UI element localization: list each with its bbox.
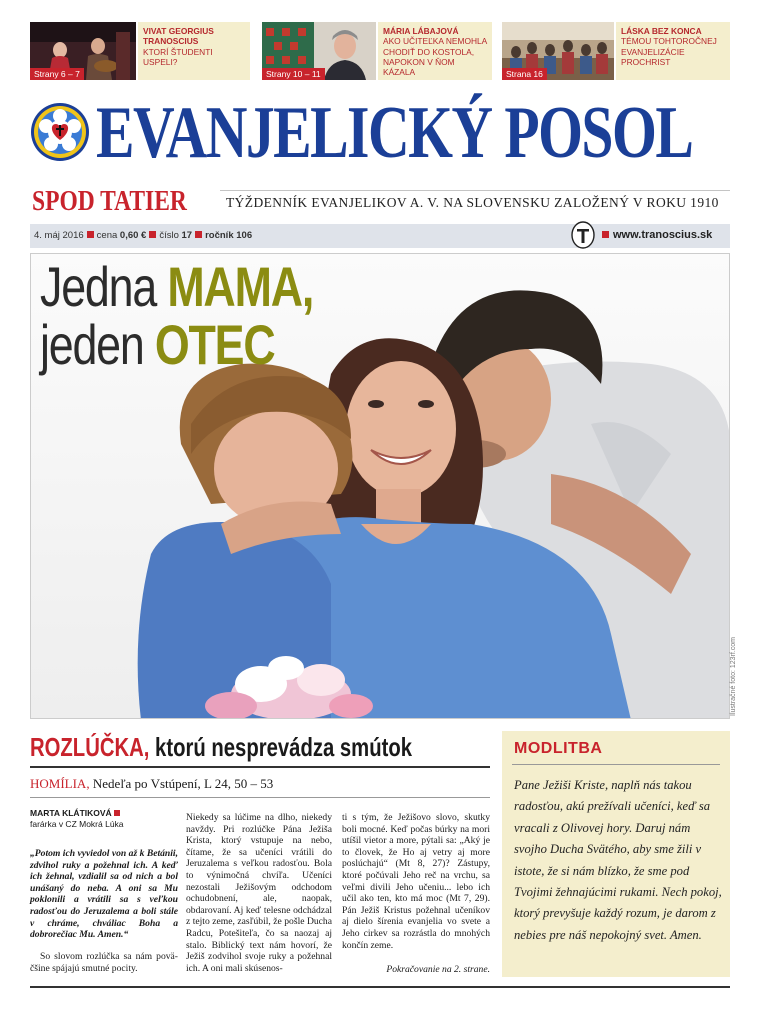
article-column-1: So slovom rozlúčka sa nám poväčšine spájajú smutné pocity. bbox=[30, 951, 178, 974]
teaser-text-labajova[interactable] bbox=[378, 22, 492, 80]
luther-rose-logo bbox=[30, 102, 90, 162]
author-name: MARTA KLÁTIKOVÁ bbox=[30, 808, 112, 818]
prayer-divider bbox=[512, 764, 720, 765]
section-label: HOMÍLIA, bbox=[30, 776, 90, 791]
teaser-title: MÁRIA LÁBAJOVÁ bbox=[383, 26, 459, 36]
teaser-title: LÁSKA BEZ KONCA bbox=[621, 26, 702, 36]
photo-credit: Ilustračné foto: 123rf.com bbox=[730, 637, 737, 716]
article-column-3: ti s tým, že Ježišovo slovo, skutky boli mocné. Keď počas búrky na mori utíšil vietor a more, pýtali sa: „Aký je to človek, že Ho aj vetry aj more poslúchajú“ (Mt 8, 27)? Zástupy, ktoré počúvali Jeho reč na vrchu, sa veľmi divili Jeho učeniu... lebo ich učil ako ten, kto má moc (Mt 7, 29). Pán Ježiš Kristus požehnal učeníkov aj dielo šírenia evanjelia vo svete a Jeho cirkev sa rozrástla do mnohých končín zeme. bbox=[342, 812, 490, 951]
teaser-photo-labajova[interactable] bbox=[262, 22, 376, 80]
hero-headline bbox=[40, 255, 314, 376]
author-role: farárka v CZ Mokrá Lúka bbox=[30, 819, 124, 829]
issue-number: 17 bbox=[181, 230, 193, 241]
teaser-photo-prochrist[interactable] bbox=[502, 22, 614, 80]
headline-line-1 bbox=[40, 255, 314, 318]
issue-date: 4. máj 2016 bbox=[34, 230, 84, 241]
section-divider bbox=[30, 797, 490, 798]
section-detail: Nedeľa po Vstúpení, L 24, 50 – 53 bbox=[89, 776, 274, 791]
website-url[interactable]: www.tranoscius.sk bbox=[613, 229, 713, 241]
article-column-2: Niekedy sa lúčime na dlho, niekedy navždy. Pri rozlúčke Pána Ježiša Krista, ktorý vstupuje na nebo, čítame, že sa učeníci vrátili do Jeruzalema s veľkou radosťou. Bola to výnimočná chvíľa. Učeníci nezostali Ježišovým odchodom ochudobnení, ale, naopak, obdarovaní. Aj keď telesne odchádzal z tejto zeme, zasľúbil, že pošle Ducha Radcu, Potešiteľa, čo sa naozaj aj stalo. Biblický text nám hovorí, že Ježiš zodvihol svoje ruky a požehnal ich. A oni mali skúsenos- bbox=[186, 812, 332, 974]
teaser-page-tag: Strany 6 – 7 bbox=[30, 68, 84, 80]
bullet-icon bbox=[87, 231, 94, 238]
teaser-description: AKO UČITEĽKA NEMOHLA CHODIŤ DO KOSTOLA, NAPOKON V ŇOM KÁZALA bbox=[383, 36, 487, 78]
continued-note[interactable]: Pokračovanie na 2. strane. bbox=[386, 964, 490, 975]
article-title[interactable] bbox=[30, 732, 412, 763]
author-name-line bbox=[30, 808, 180, 818]
issue-details bbox=[34, 230, 252, 241]
bullet-icon bbox=[114, 810, 120, 816]
headline-emphasis: OTEC bbox=[154, 313, 275, 376]
teaser-description: TÉMOU TOHTOROČNEJ EVANJELIZÁCIE PROCHRIST bbox=[621, 36, 717, 67]
masthead-subtitle: SPOD TATIER bbox=[32, 186, 187, 217]
teaser-page-tag: Strana 16 bbox=[502, 68, 547, 80]
bible-quote: „Potom ich vyviedol von až k Betánii, zdvihol ruky a požehnal ich. A keď ich žehnal, vzdialil sa od nich a bol unášaný do neba. A oni sa Mu poklonili a vrátili sa s veľkou radosťou do Jeruzalema a boli stále v chráme, chváliac Boha a dobrorečiac Mu. Amen.“ bbox=[30, 848, 178, 941]
article-title-rest: ktorú nesprevádza smútok bbox=[149, 732, 413, 762]
page-bottom-rule bbox=[30, 986, 730, 988]
bullet-icon bbox=[195, 231, 202, 238]
prayer-text: Pane Ježiši Kriste, naplň nás takou radosťou, akú prežívali učeníci, keď sa vracali z Olivovej hory. Daruj nám svojho Ducha Svätého, aby sme žili v istote, že si nám blízko, že sme pod Tvojimi žehnajúcimi rukami. Nech pokoj, ktorý prevyšuje každý rozum, je darom z nebies pre náš nepokojný svet. Amen. bbox=[514, 778, 722, 942]
bullet-icon bbox=[602, 231, 609, 238]
teaser-description: KTORÍ ŠTUDENTI USPELI? bbox=[143, 46, 213, 67]
masthead-tagline: TÝŽDENNÍK EVANJELIKOV A. V. NA SLOVENSKU ZALOŽENÝ V ROKU 1910 bbox=[226, 195, 719, 210]
tranoscius-t-logo bbox=[571, 221, 595, 249]
price-label: cena bbox=[96, 230, 118, 241]
teaser-page-tag: Strany 10 – 11 bbox=[262, 68, 325, 80]
volume-label: ročník bbox=[205, 230, 234, 241]
prayer-title: MODLITBA bbox=[514, 740, 603, 757]
teaser-photo-students[interactable] bbox=[30, 22, 136, 80]
teaser-title: VIVAT GEORGIUS TRANOSCIUS bbox=[143, 26, 214, 47]
website-link[interactable] bbox=[602, 229, 712, 241]
masthead-divider bbox=[220, 190, 730, 191]
article-title-highlight: ROZLÚČKA, bbox=[30, 732, 150, 762]
article-section bbox=[30, 776, 273, 792]
headline-plain: jeden bbox=[40, 313, 155, 376]
issue-volume: 106 bbox=[236, 230, 253, 241]
teaser-text-students[interactable] bbox=[138, 22, 250, 80]
number-label: číslo bbox=[159, 230, 179, 241]
headline-plain: Jedna bbox=[40, 255, 168, 318]
teaser-text-prochrist[interactable] bbox=[616, 22, 730, 80]
article-author bbox=[30, 808, 180, 829]
article-divider bbox=[30, 766, 490, 768]
issue-price: 0,60 € bbox=[119, 230, 147, 241]
headline-line-2 bbox=[40, 313, 313, 376]
bullet-icon bbox=[149, 231, 156, 238]
masthead-title: EVANJELICKÝ POSOL bbox=[96, 92, 693, 174]
headline-emphasis: MAMA, bbox=[167, 255, 314, 318]
